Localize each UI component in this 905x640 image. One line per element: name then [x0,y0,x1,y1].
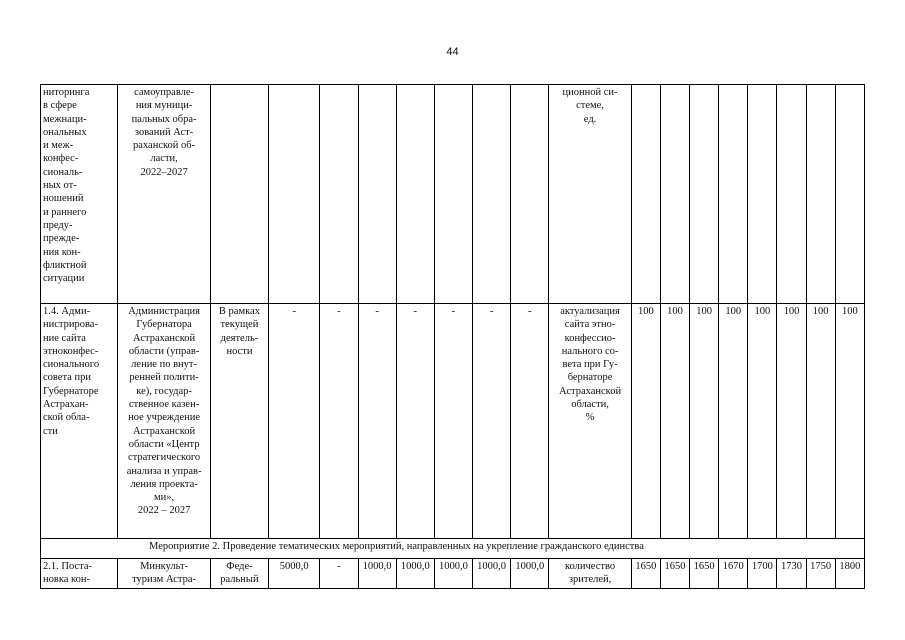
funding-source-cell: В рамках текущей деятель- ности [210,304,268,539]
amount-cell [473,85,511,304]
executor-cell: самоуправле- ния муници- пальных обра- зований Аст- раханской об- ласти, 2022–2027 [118,85,210,304]
amount-cell: 1000,0 [434,559,472,589]
amount-cell [434,85,472,304]
table-row-2-1 [41,559,865,589]
value-cell [777,85,806,304]
value-cell: 100 [748,304,777,539]
amount-cell: 1000,0 [358,559,396,589]
amount-cell [269,85,320,304]
value-cell: 1700 [748,559,777,589]
amount-cell: - [511,304,549,539]
value-cell [806,85,835,304]
amount-cell: - [396,304,434,539]
value-cell: 1730 [777,559,806,589]
value-cell [690,85,719,304]
amount-cell: - [320,559,358,589]
amount-cell: - [434,304,472,539]
value-cell: 100 [719,304,748,539]
amount-cell: - [320,304,358,539]
amount-cell: - [269,304,320,539]
program-table [40,84,865,589]
indicator-cell: количество зрителей, [549,559,631,589]
activity-name-cell: ниторинга в сфере межнаци- ональных и меж- конфес- сиональ- ных от- ношений и раннего преду- прежде- ния кон- фликтной ситуации [41,85,118,304]
event-2-heading: Мероприятие 2. Проведение тематических мероприятий, направленных на укрепление гражданского единства [41,539,865,559]
value-cell [835,85,864,304]
value-cell: 1650 [631,559,660,589]
value-cell: 1800 [835,559,864,589]
value-cell: 1650 [660,559,689,589]
value-cell [748,85,777,304]
amount-cell [511,85,549,304]
amount-cell: 1000,0 [473,559,511,589]
value-cell [631,85,660,304]
indicator-cell: актуализация сайта этно- конфессио- нального со- вета при Гу- бернаторе Астраханской области, % [549,304,631,539]
amount-cell [358,85,396,304]
table-row-continued [41,85,865,304]
table-row-1-4 [41,304,865,539]
value-cell: 1650 [690,559,719,589]
value-cell: 100 [660,304,689,539]
indicator-cell: ционной си- стеме, ед. [549,85,631,304]
amount-cell [396,85,434,304]
value-cell: 1670 [719,559,748,589]
value-cell [719,85,748,304]
value-cell: 100 [631,304,660,539]
value-cell: 1750 [806,559,835,589]
amount-cell [320,85,358,304]
value-cell: 100 [690,304,719,539]
amount-cell: - [473,304,511,539]
executor-cell: Администрация Губернатора Астраханской области (управ- ление по внут- ренней полити- ке), государ- ственное казен- ное учреждение Астраханской области «Центр стратегического анализа и управ- ления проекта- ми», 2022 – 2027 [118,304,210,539]
amount-cell: - [358,304,396,539]
activity-name-cell: 1.4. Адми- нистрирова- ние сайта этноконфес- сионального совета при Губернаторе Астрахан- ской обла- сти [41,304,118,539]
event-2-heading-row [41,539,865,559]
amount-cell: 1000,0 [396,559,434,589]
value-cell: 100 [835,304,864,539]
activity-name-cell: 2.1. Поста- новка кон- [41,559,118,589]
funding-source-cell: Феде- ральный [210,559,268,589]
value-cell: 100 [806,304,835,539]
executor-cell: Минкульт- туризм Астра- [118,559,210,589]
funding-source-cell [210,85,268,304]
amount-cell: 5000,0 [269,559,320,589]
page-number: 44 [446,46,459,58]
value-cell: 100 [777,304,806,539]
amount-cell: 1000,0 [511,559,549,589]
value-cell [660,85,689,304]
